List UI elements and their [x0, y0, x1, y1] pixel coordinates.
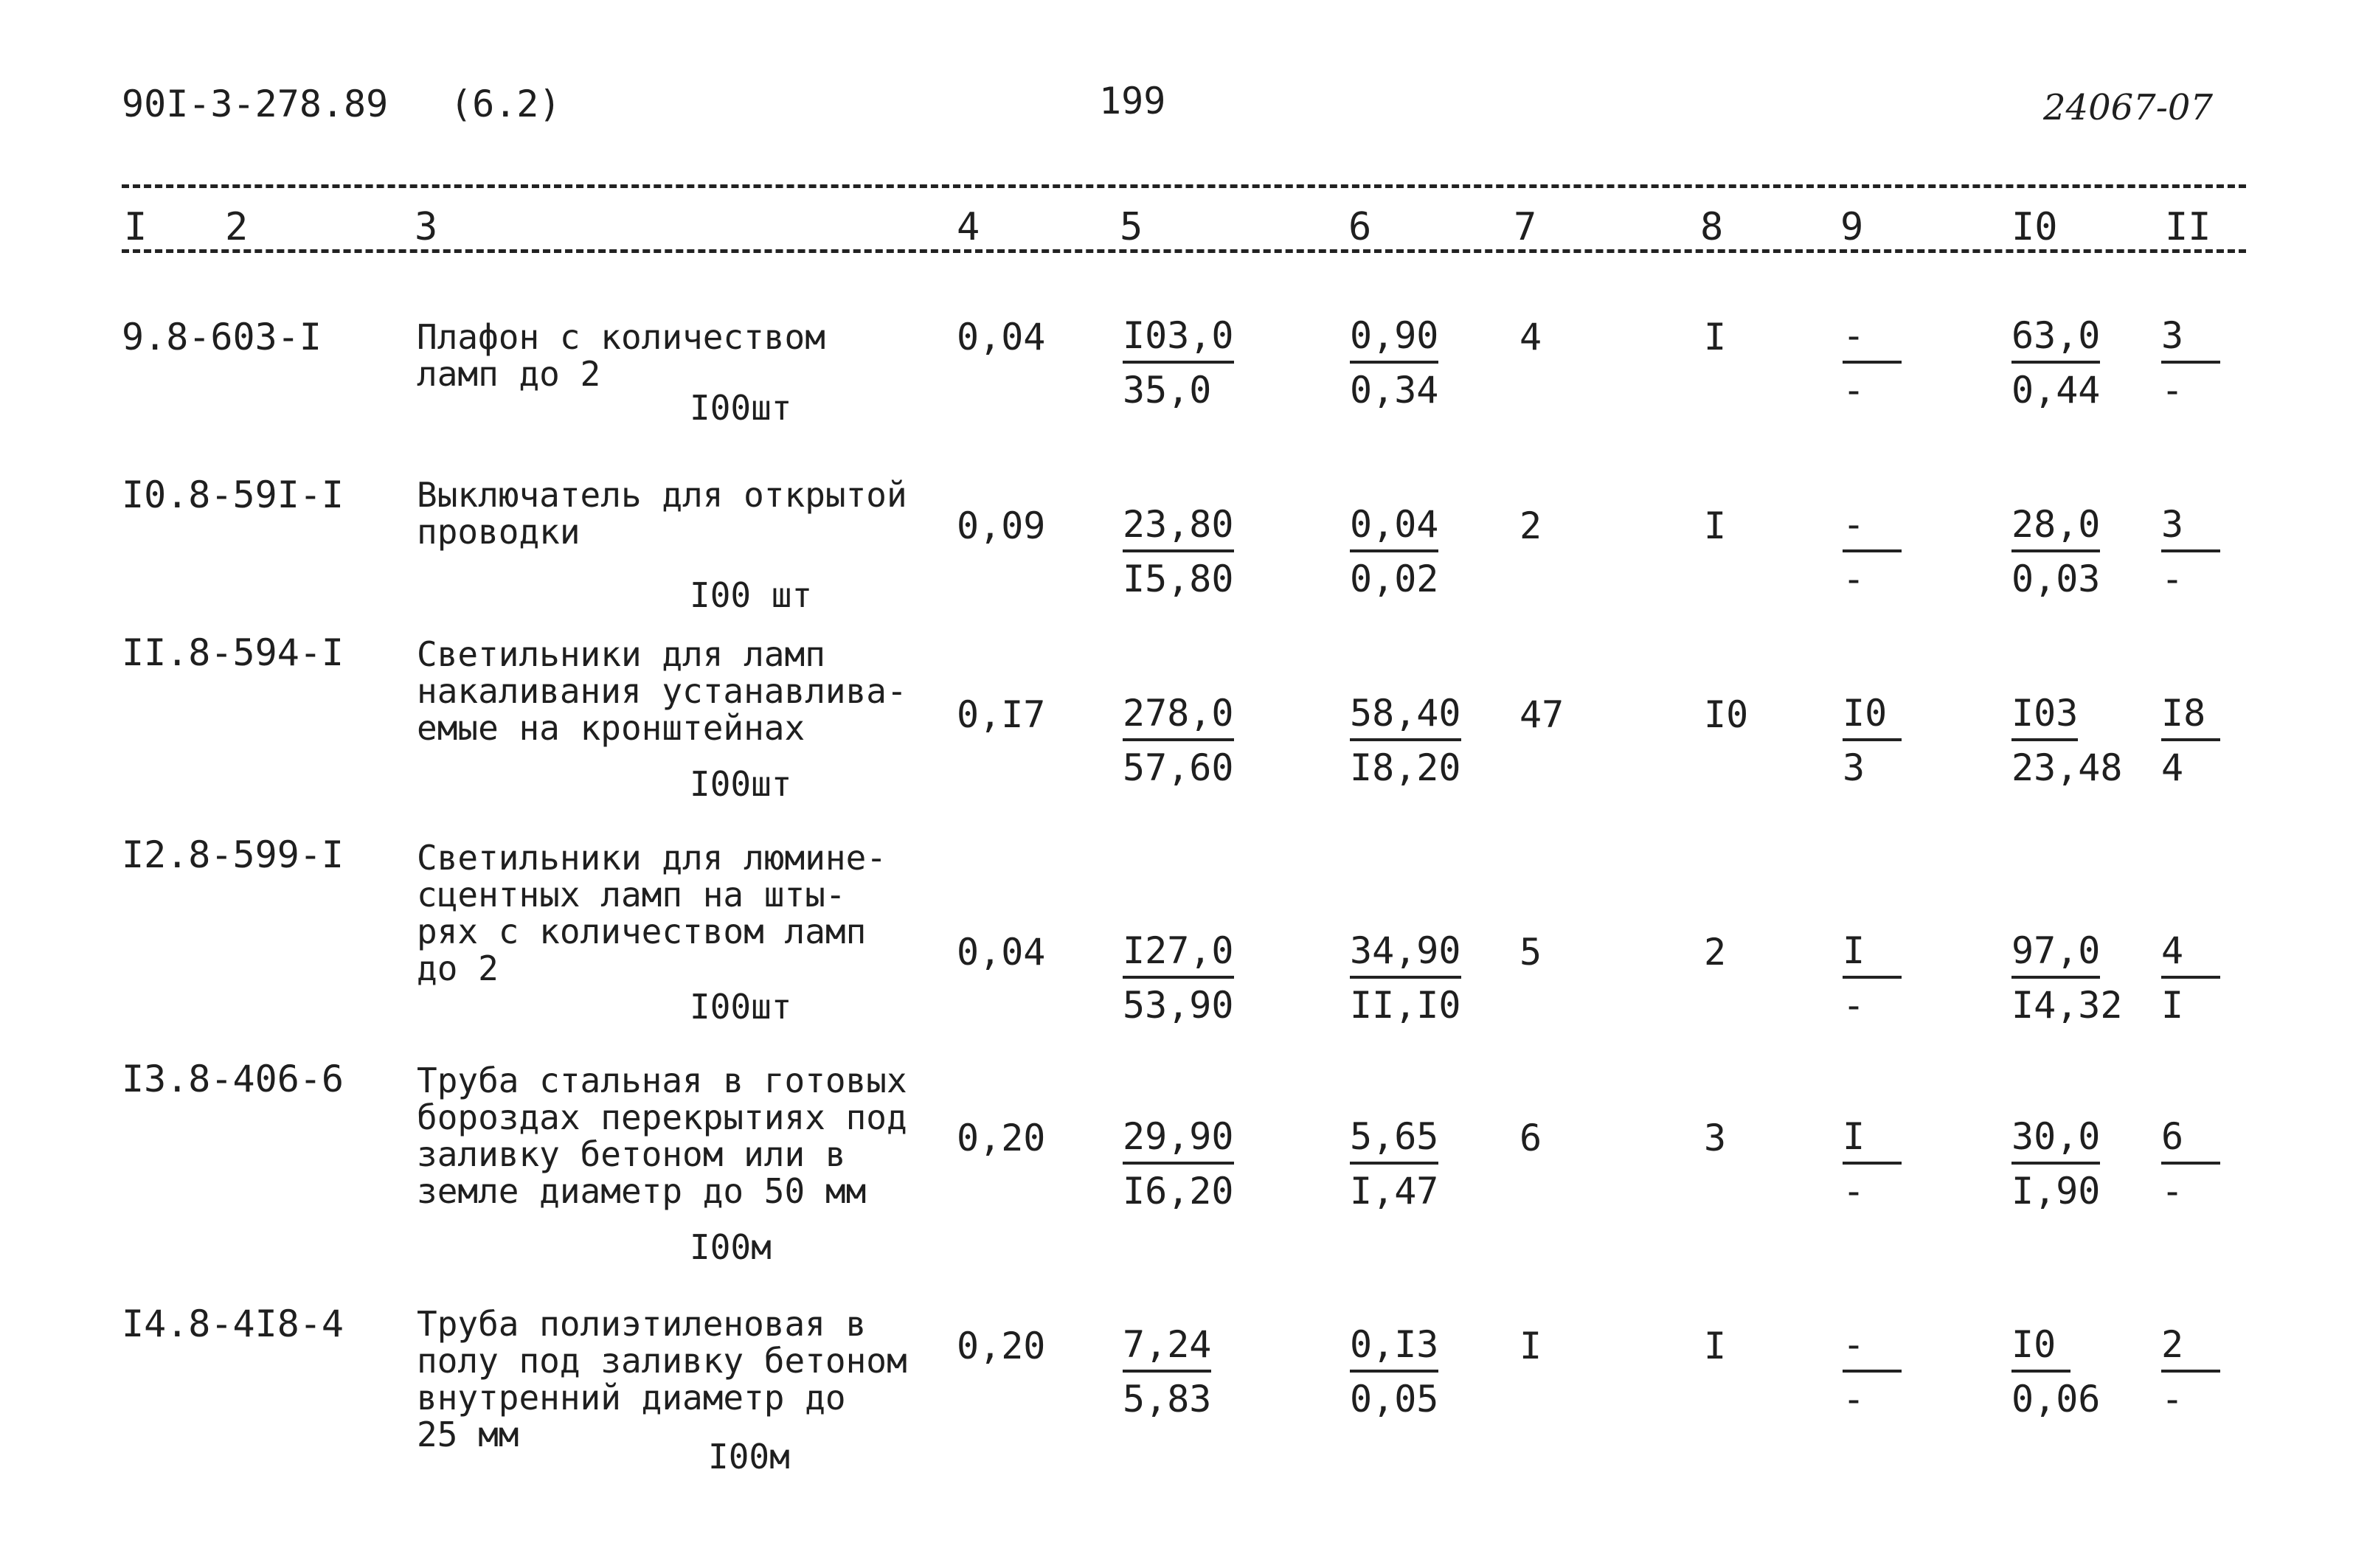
row-unit: I00 шт	[690, 575, 813, 615]
header-rule-top	[122, 184, 2246, 188]
column-number: II	[2165, 205, 2211, 249]
row-col4: 0,20	[957, 1117, 1046, 1159]
row-col8: 2	[1704, 931, 1727, 974]
document-part: (6.2)	[450, 83, 561, 125]
row-unit: I00м	[708, 1437, 790, 1477]
row-unit: I00м	[690, 1227, 772, 1267]
row-col8: I	[1704, 316, 1727, 358]
row-col5: $\frac{29,90}{I6,20}$	[1123, 1115, 1234, 1213]
row-description: Светильники для ламп накаливания устанавлива- емые на кронштейнах	[417, 634, 907, 748]
column-number: 4	[957, 205, 980, 249]
row-code: I0.8-59I-I	[122, 473, 344, 516]
row-description: Труба полиэтиленовая в полу под заливку бетоном внутренний диаметр до 25 мм	[417, 1304, 907, 1454]
column-number: 5	[1120, 205, 1143, 249]
row-col6: $\frac{0,04}{0,02}$	[1350, 503, 1439, 600]
row-code: I2.8-599-I	[122, 833, 344, 876]
row-col9: $\frac{I0}{3}$	[1843, 691, 1902, 790]
row-col7: 6	[1519, 1117, 1542, 1159]
column-number: 2	[225, 205, 249, 249]
header-rule-bottom	[122, 249, 2246, 253]
row-code: I4.8-4I8-4	[122, 1302, 344, 1345]
row-col9: I -	[1843, 929, 1902, 1027]
row-col5: $\frac{23,80}{I5,80}$	[1123, 503, 1234, 600]
row-unit: I00шт	[690, 987, 792, 1027]
row-col4: 0,04	[957, 316, 1046, 358]
row-col6: $\frac{5,65}{I,47}$	[1350, 1115, 1439, 1213]
row-col6: $\frac{0,90}{0,34}$	[1350, 314, 1439, 412]
row-col11: $\frac{4}{I}$	[2161, 929, 2220, 1027]
row-col8: 3	[1704, 1117, 1727, 1159]
document-code: 90I-3-278.89	[122, 83, 389, 125]
page-number: 199	[1099, 80, 1166, 122]
row-description: Труба стальная в готовых бороздах перекрытиях под заливку бетоном или в земле диаметр до 50 мм	[417, 1061, 907, 1211]
row-col11: 3 -	[2161, 502, 2220, 601]
row-description: Светильники для люмине- сцентных ламп на шты- рях с количеством ламп до 2	[417, 838, 887, 988]
row-col11: $\frac{I8}{4}$	[2161, 691, 2220, 790]
row-col7: 2	[1519, 504, 1542, 547]
row-description: Выключатель для открытой проводки	[417, 475, 907, 552]
row-col9: I -	[1843, 1114, 1902, 1213]
row-col6: $\frac{58,40}{I8,20}$	[1350, 692, 1461, 789]
row-col11: 2 -	[2161, 1322, 2220, 1421]
row-description: Плафон с количеством ламп до 2	[417, 317, 825, 394]
row-col7: 4	[1519, 316, 1542, 358]
column-number: 7	[1514, 205, 1537, 249]
row-col6: $\frac{0,I3}{0,05}$	[1350, 1323, 1439, 1420]
column-number: 8	[1700, 205, 1724, 249]
row-col8: I	[1704, 1325, 1727, 1367]
row-unit: I00шт	[690, 764, 792, 804]
row-col11: 6 -	[2161, 1114, 2220, 1213]
row-col11: 3 -	[2161, 313, 2220, 412]
row-col4: 0,20	[957, 1325, 1046, 1367]
document-number: 24067-07	[2043, 87, 2213, 128]
row-col10: $\frac{97,0}{I4,32}$	[2011, 929, 2123, 1027]
row-col9: - -	[1843, 1322, 1902, 1421]
row-col9: - -	[1843, 313, 1902, 412]
row-code: I3.8-406-6	[122, 1058, 344, 1100]
row-col8: I0	[1704, 693, 1749, 736]
row-col5: $\frac{I27,0}{53,90}$	[1123, 929, 1234, 1027]
row-col8: I	[1704, 504, 1727, 547]
row-col5: $\frac{278,0}{57,60}$	[1123, 692, 1234, 789]
row-col10: $\frac{30,0}{I,90}$	[2011, 1115, 2101, 1213]
column-number: I0	[2011, 205, 2058, 249]
row-col10: $\frac{63,0}{0,44}$	[2011, 314, 2101, 412]
row-code: 9.8-603-I	[122, 316, 322, 358]
row-col10: $\frac{28,0}{0,03}$	[2011, 503, 2101, 600]
row-col4: 0,04	[957, 931, 1046, 974]
row-col5: $\frac{I03,0}{35,0}$	[1123, 314, 1234, 412]
column-number: I	[124, 205, 148, 249]
row-code: II.8-594-I	[122, 631, 344, 674]
row-col9: - -	[1843, 502, 1902, 601]
row-col4: 0,I7	[957, 693, 1046, 736]
row-col5: $\frac{7,24}{5,83}$	[1123, 1323, 1212, 1420]
column-number: 3	[415, 205, 438, 249]
row-col4: 0,09	[957, 504, 1046, 547]
row-col10: $\frac{I03}{23,48}$	[2011, 692, 2123, 789]
column-number: 6	[1348, 205, 1372, 249]
row-col7: 47	[1519, 693, 1564, 736]
row-col6: $\frac{34,90}{II,I0}$	[1350, 929, 1461, 1027]
row-unit: I00шт	[690, 388, 792, 428]
row-col7: I	[1519, 1325, 1542, 1367]
column-number: 9	[1840, 205, 1864, 249]
row-col10: $\frac{I0}{0,06}$	[2011, 1323, 2101, 1420]
row-col7: 5	[1519, 931, 1542, 974]
